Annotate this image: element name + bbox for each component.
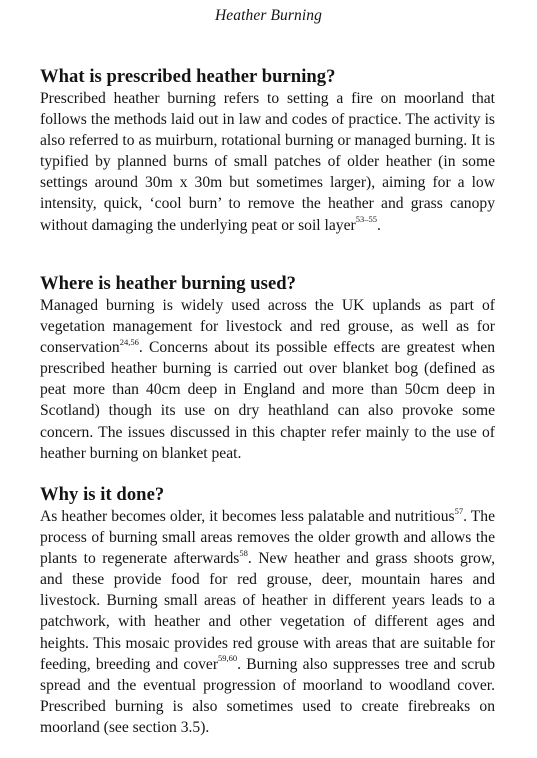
paragraph-text: . (376, 216, 381, 234)
section-heading: What is prescribed heather burning? (40, 66, 336, 87)
citation-ref: 58 (239, 548, 248, 558)
paragraph-text: Prescribed heather burning refers to setting a fire on moorland that follows the methods laid out in law and codes of practice. The activity is also referred to as muirburn, rotational burning or managed burning. It is typified by planned burns of small patches of older heather (in some settings around 30m x 30m but sometimes larger), aiming for a low intensity, quick, ‘cool burn’ to remove the heather and grass canopy without damaging the underlying peat or soil layer (40, 90, 495, 234)
section-what-is-prescribed-burning (40, 66, 495, 236)
paragraph-text: . Concerns about its possible effects are greatest when prescribed heather burning is carried out over blanket bog (defined as peat more than 40cm deep in England and more than 50cm deep in Scotland) though its use on dry heathland can also provoke some concern. The issues discussed in this chapter refer mainly to the use of heather burning on blanket peat. (40, 339, 495, 462)
paragraph-text: . The process of burning small areas removes the older growth and allows the plants to regenerate afterwards (40, 508, 495, 568)
section-why-is-it-done (40, 484, 495, 738)
paragraph-text: . Burning also suppresses tree and scrub spread and the eventual progression of moorland to woodland cover. Prescribed burning is also sometimes used to create firebreaks on moorland (see section 3.5). (40, 655, 495, 736)
paragraph-text: . New heather and grass shoots grow, and these provide food for red grouse, deer, mountain hares and livestock. Burning small areas of heather in different years leads to a patchwork, with heather and other vegetation of different ages and heights. This mosaic provides red grouse with areas that are suitable for feeding, breeding and cover (40, 550, 495, 673)
section-paragraph (40, 295, 495, 464)
section-paragraph (40, 88, 495, 236)
paragraph-text: As heather becomes older, it becomes less palatable and nutritious (40, 508, 455, 525)
running-header: Heather Burning (215, 7, 322, 24)
section-heading: Where is heather burning used? (40, 273, 296, 294)
citation-ref: 59,60 (218, 653, 238, 664)
citation-ref: 53–55 (355, 214, 377, 225)
section-paragraph (40, 506, 495, 738)
paragraph-text: Managed burning is widely used across the UK uplands as part of vegetation management for livestock and red grouse, as well as for conservation (40, 297, 495, 357)
citation-ref: 57 (454, 505, 464, 516)
section-where-is-burning-used (40, 273, 495, 464)
citation-ref: 24,56 (119, 337, 139, 347)
section-heading: Why is it done? (40, 484, 165, 505)
